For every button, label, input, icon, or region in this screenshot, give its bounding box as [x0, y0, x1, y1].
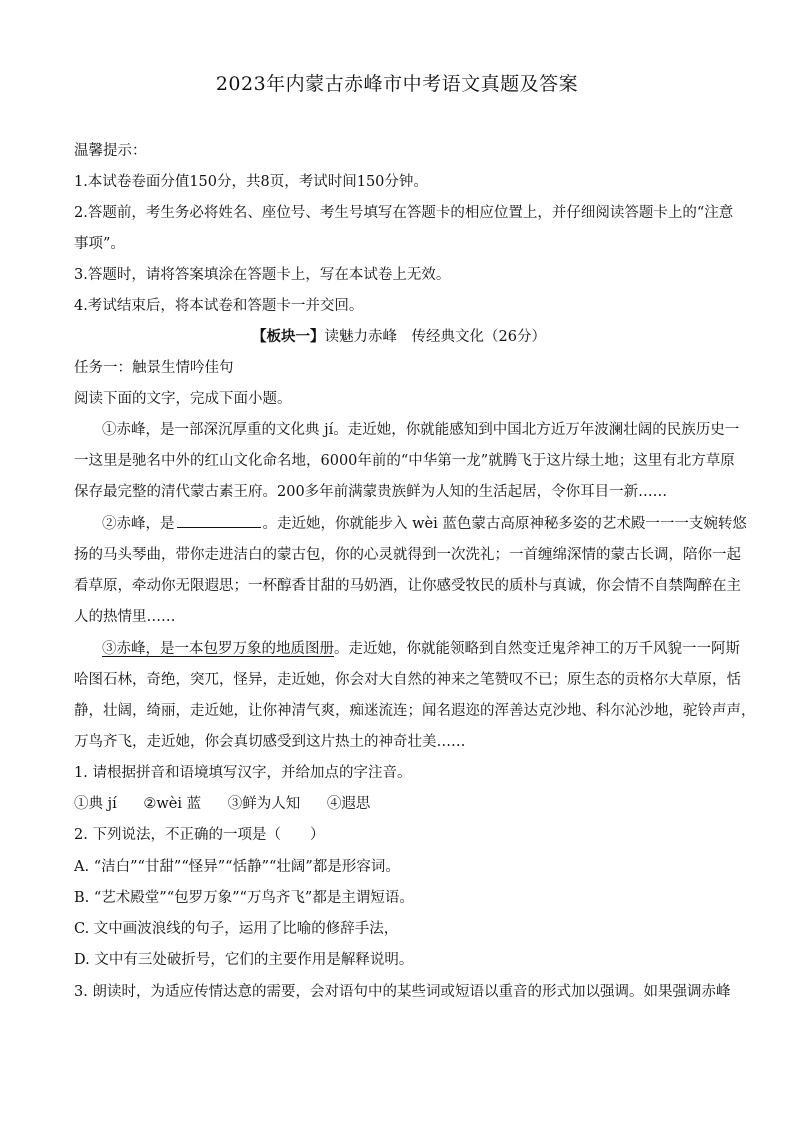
- question-1-options: [74, 793, 724, 815]
- question-1-stem: 1. 请根据拼音和语境填写汉字，并给加点的字注音。: [74, 765, 412, 781]
- tips-heading: 温馨提示：: [74, 143, 147, 159]
- q1-option-4: ④遐思: [326, 796, 371, 812]
- q2-choice-c: C. 文中画波浪线的句子，运用了比喻的修辞手法，: [74, 921, 399, 937]
- tip-line-2-cont: 事项”。: [74, 236, 125, 252]
- reading-instruction: 阅读下面的文字，完成下面小题。: [74, 391, 292, 407]
- q1-option-1: ①典 jí: [74, 796, 117, 812]
- passage-p3-line-1: [102, 638, 740, 660]
- q2-choice-d: D. 文中有三处破折号，它们的主要作用是解释说明。: [74, 952, 414, 968]
- section-heading-text: 读魅力赤峰 传经典文化（26分）: [324, 329, 546, 345]
- passage-p2-continue: 。走近她，你就能步入 wèi 蓝色蒙古高原神秘多姿的艺术殿一一一支婉转悠: [262, 516, 747, 532]
- wavy-underlined-sentence: ③赤峰，是一本包罗万象的地质图册: [102, 641, 334, 657]
- passage-p2-start: ②赤峰，是: [102, 516, 175, 532]
- passage-p2-line-2: 扬的马头琴曲，带你走进洁白的蒙古包，你的心灵就得到一次洗礼；一首缠绵深情的蒙古长调，陪你一起: [74, 547, 741, 563]
- tip-line-2: 2.答题前，考生务必将姓名、座位号、考生号填写在答题卡的相应位置上，并仔细阅读答题卡上的“注意: [74, 205, 734, 221]
- passage-p2-line-1: [102, 513, 747, 535]
- q1-option-3: ③鲜为人知: [227, 796, 301, 812]
- passage-p2-line-3: 看草原，牵动你无限遐思；一杯醇香甘甜的马奶酒，让你感受牧民的质朴与真诚，你会情不自禁陶醉在主: [74, 578, 741, 594]
- task-heading: 任务一：触景生情吟佳句: [74, 360, 234, 376]
- passage-p3-line-4: 万鸟齐飞，走近她，你会真切感受到这片热土的神奇壮美……: [74, 734, 466, 750]
- section-bracket-label: 【板块一】: [252, 328, 325, 345]
- q2-choice-b: B. “艺术殿堂”“包罗万象”“万鸟齐飞”都是主谓短语。: [74, 890, 414, 906]
- page-title: 2023年内蒙古赤峰市中考语文真题及答案: [215, 73, 579, 95]
- section-heading: [74, 326, 724, 348]
- passage-p1-line-2: 一这里是驰名中外的红山文化命名地，6000年前的“中华第一龙”就腾飞于这片绿土地；这里有北方草原: [74, 453, 735, 469]
- question-2-stem: 2. 下列说法，不正确的一项是（ ）: [74, 827, 325, 843]
- passage-p3-line-2: 哈图石林，奇绝，突兀，怪异，走近她，你会对大自然的神来之笔赞叹不已；原生态的贡格尔大草原，恬: [74, 672, 741, 688]
- passage-p1-line-1: ①赤峰，是一部深沉厚重的文化典 jí。走近她，你就能感知到中国北方近万年波澜壮阔的民族历史一: [102, 422, 740, 438]
- q2-choice-a: A. “洁白”“甘甜”“怪异”“恬静”“壮阔”都是形容词。: [74, 859, 400, 875]
- passage-p1-line-3: 保存最完整的清代蒙古素王府。200多年前满蒙贵族鲜为人知的生活起居，令你耳目一新……: [74, 484, 668, 500]
- tip-line-1: 1.本试卷卷面分值150分，共8页，考试时间150分钟。: [74, 174, 428, 190]
- question-3-stem: 3. 朗读时，为适应传情达意的需要，会对语句中的某些词或短语以重音的形式加以强调。如果强调赤峰: [74, 984, 731, 1000]
- passage-p2-line-4: 人的热情里……: [74, 609, 176, 625]
- tip-line-4: 4.考试结束后，将本试卷和答题卡一并交回。: [74, 298, 364, 314]
- passage-p3-line-3: 静，壮阔，绮丽，走近她，让你神清气爽，痴迷流连；闻名遐迩的浑善达克沙地、科尔沁沙地，驼铃声声，: [74, 703, 756, 719]
- q1-option-2: ②wèi 蓝: [143, 796, 202, 812]
- tip-line-3: 3.答题时，请将答案填涂在答题卡上，写在本试卷上无效。: [74, 267, 451, 283]
- fill-in-blank: [177, 513, 261, 528]
- passage-p3-continue: 。走近她，你就能领略到自然变迁鬼斧神工的万千风貌一一阿斯: [334, 641, 740, 657]
